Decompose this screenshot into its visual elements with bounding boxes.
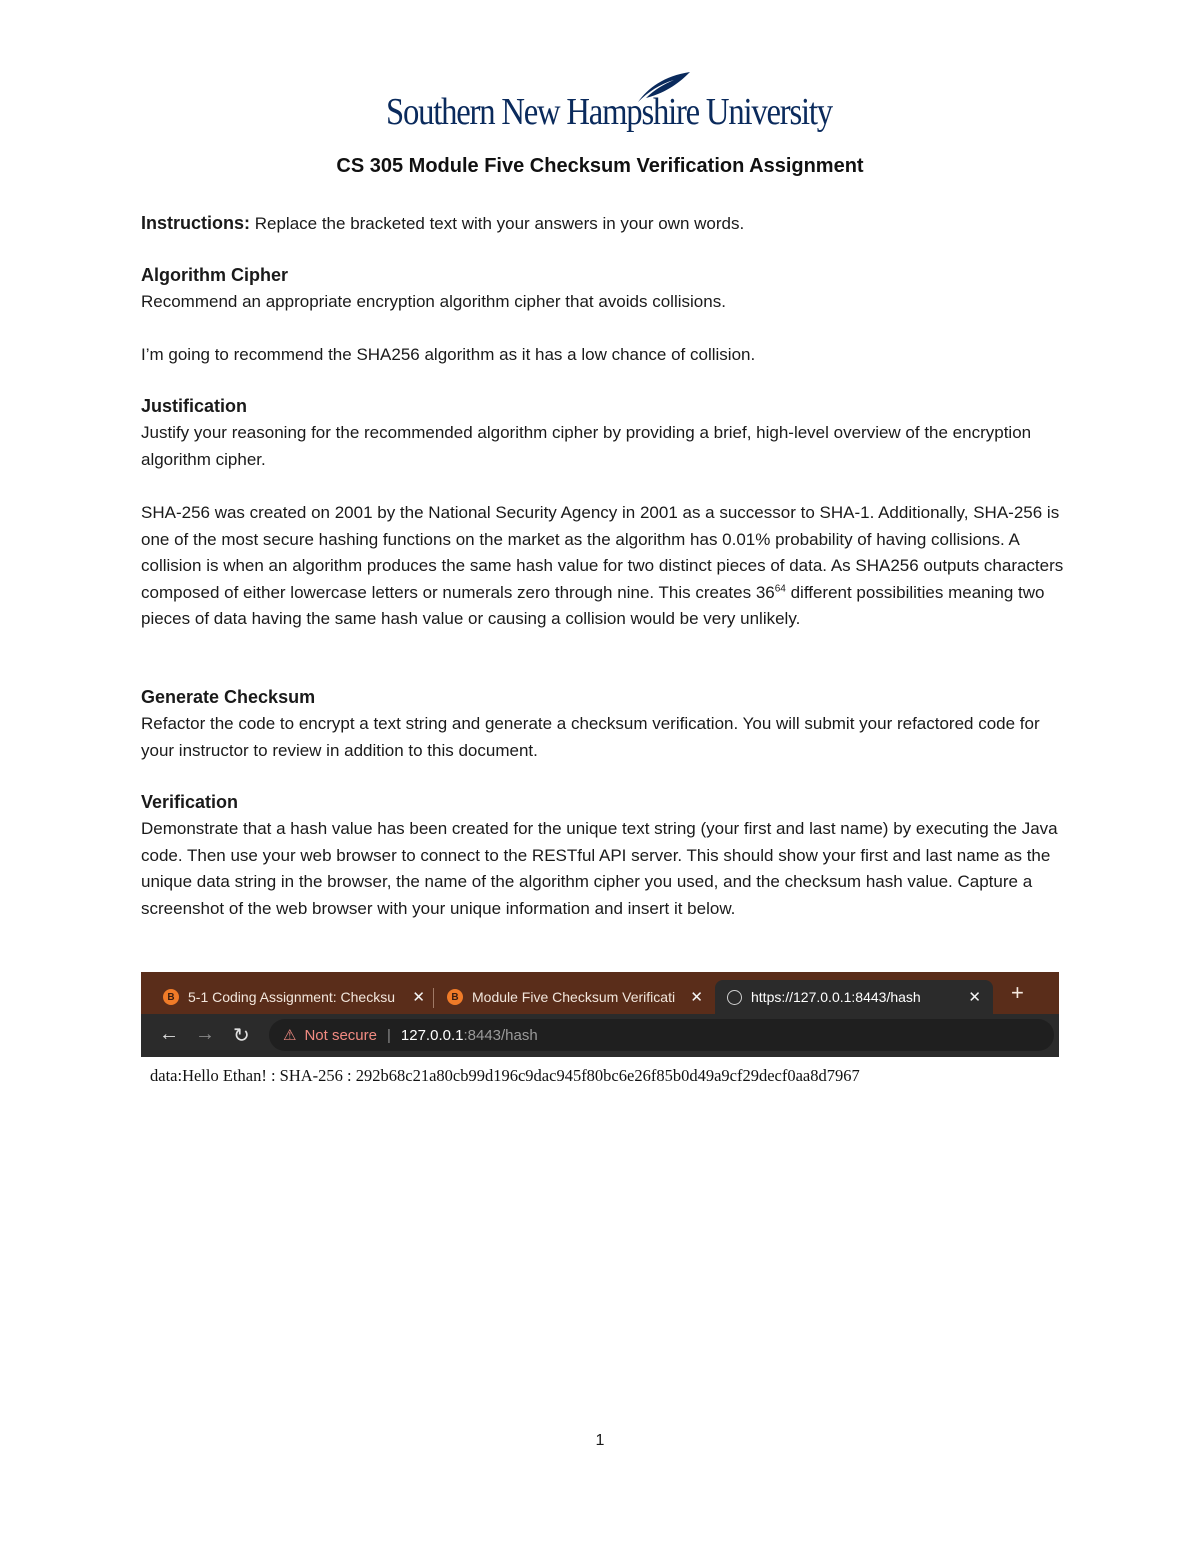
tab-label: 5-1 Coding Assignment: Checksu <box>188 989 395 1005</box>
address-bar[interactable] <box>269 1019 1054 1051</box>
logo-text: Southern New Hampshire University <box>386 91 832 133</box>
verification-heading: Verification <box>141 792 239 812</box>
address-divider: | <box>387 1026 391 1044</box>
instructions-text: Replace the bracketed text with your answers in your own words. <box>250 214 745 233</box>
verification-prompt: Demonstrate that a hash value has been created for the unique text string (your first and last name) by executing the Java code. Then use your web browser to connect to the RESTful API server. This should show your first and last name as the unique data string in the browser, the name of the algorithm cipher you used, and the checksum hash value. Capture a screenshot of the web browser with your unique information and insert it below. <box>141 819 1058 918</box>
page-title: CS 305 Module Five Checksum Verification Assignment <box>336 155 864 177</box>
security-status[interactable]: Not secure <box>304 1026 377 1044</box>
university-logo <box>386 70 832 138</box>
justification-answer-part1: SHA-256 was created on 2001 by the National Security Agency in 2001 as a successor to SHA-1. Additionally, SHA-256 is one of the most secure hashing functions on the market as the algorithm has 0.01% probability of having collisions. A collision is when an algorithm produces the same hash value for two distinct pieces of data. As SHA256 outputs characters composed of either lowercase letters or numerals zero through nine. This creates 36 <box>141 503 1064 602</box>
justification-answer <box>141 500 1066 633</box>
algorithm-cipher-heading: Algorithm Cipher <box>141 265 288 285</box>
globe-icon <box>727 990 742 1005</box>
forward-button[interactable]: → <box>195 1023 215 1045</box>
browser-toolbar <box>141 1014 1059 1057</box>
algorithm-cipher-answer: I’m going to recommend the SHA256 algorithm as it has a low chance of collision. <box>141 345 756 364</box>
new-tab-button[interactable]: + <box>1011 980 1024 1005</box>
reload-button[interactable]: ↻ <box>233 1025 250 1047</box>
tab-hash-page[interactable] <box>715 980 993 1014</box>
page-number: 1 <box>595 1432 605 1449</box>
generate-checksum-prompt: Refactor the code to encrypt a text string and generate a checksum verification. You will submit your refactored code for your instructor to review in addition to this document. <box>141 714 1040 760</box>
brightspace-icon: B <box>447 989 463 1005</box>
justification-answer-part2: different possibilities meaning two pieces of data having the same hash value or causing a collision would be very unlikely. <box>141 582 1045 628</box>
url-path: :8443/hash <box>463 1026 538 1044</box>
warning-icon[interactable]: ⚠ <box>283 1027 297 1044</box>
hash-result-text: data:Hello Ethan! : SHA-256 : 292b68c21a80cb99d196c9dac945f80bc6e26f85b0d49a9cf29decf0aa8d7967 <box>150 1066 860 1085</box>
justification-heading: Justification <box>141 396 248 416</box>
generate-checksum-heading: Generate Checksum <box>141 687 316 707</box>
tab-divider <box>433 988 434 1008</box>
brightspace-icon: B <box>163 989 179 1005</box>
tab-bar <box>141 972 1059 1014</box>
back-button[interactable]: ← <box>159 1023 179 1045</box>
tab-label: https://127.0.0.1:8443/hash <box>751 989 921 1005</box>
close-icon[interactable]: ✕ <box>412 989 425 1006</box>
close-icon[interactable]: ✕ <box>690 989 703 1006</box>
tab-label: Module Five Checksum Verificati <box>472 989 676 1005</box>
tab-module-five[interactable] <box>447 980 703 1014</box>
instructions-paragraph <box>141 210 1066 238</box>
close-icon[interactable]: ✕ <box>968 989 981 1006</box>
browser-screenshot <box>141 972 1059 1057</box>
url-host: 127.0.0.1 <box>400 1026 464 1044</box>
justification-prompt: Justify your reasoning for the recommended algorithm cipher by providing a brief, high-level overview of the encryption algorithm cipher. <box>141 423 1032 469</box>
instructions-label: Instructions: <box>141 213 251 233</box>
exponent: 64 <box>774 582 786 594</box>
algorithm-cipher-prompt: Recommend an appropriate encryption algorithm cipher that avoids collisions. <box>141 292 726 311</box>
tab-coding-assignment[interactable] <box>163 980 425 1014</box>
